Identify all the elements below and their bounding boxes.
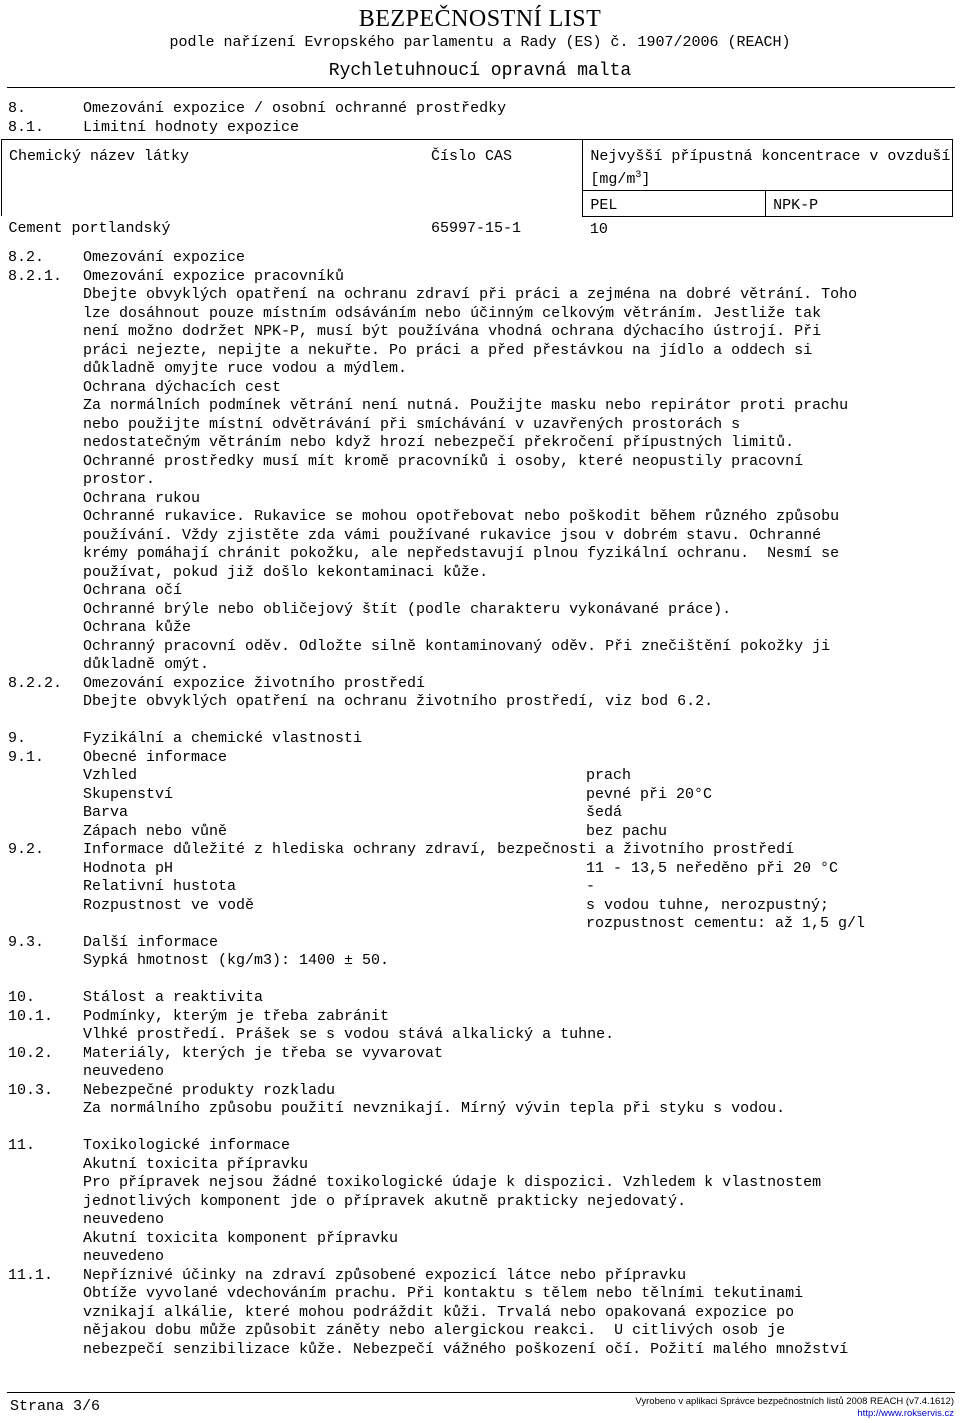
section-title: Toxikologické informace: [83, 1137, 291, 1154]
paragraph-line: není možno dodržet NPK-P, musí být používána vhodná ochrana dýchacího ústrojí. Při: [83, 323, 822, 340]
page-number: Strana 3/6: [10, 1398, 101, 1415]
section-number: 8.2.: [8, 249, 45, 266]
section-8-heading: [8, 100, 953, 119]
subheading-eye-protection: Ochrana očí: [83, 582, 183, 599]
section-11-heading: [8, 1137, 953, 1156]
subheading-acute-toxicity: Akutní toxicita přípravku: [83, 1155, 309, 1173]
property-row: [8, 767, 953, 786]
paragraph-line: Ochranné brýle nebo obličejový štít (podle charakteru vykonávané práce).: [83, 600, 732, 618]
property-row: [8, 786, 953, 805]
cell-chemical-name: Cement portlandský: [8, 220, 171, 237]
property-name: Skupenství: [83, 785, 174, 803]
section-title: Informace důležité z hlediska ochrany zdraví, bezpečnosti a životního prostředí: [83, 841, 795, 858]
section-8-2-heading: [8, 249, 953, 268]
paragraph-line: důkladně omyjte ruce vodou a mýdlem.: [83, 360, 408, 377]
paragraph-line: prostor.: [83, 471, 156, 488]
section-title: Omezování expozice / osobní ochranné prostředky: [83, 100, 507, 117]
paragraph-line: neuvedeno: [83, 1211, 165, 1228]
property-value: prach: [586, 767, 632, 784]
paragraph-line: práci nejezte, nepijte a nekuřte. Po práci a před přestávkou na jídlo a oddech si: [83, 341, 813, 359]
footer-divider: [7, 1392, 955, 1393]
section-10-heading: [8, 989, 953, 1008]
paragraph-line: používání. Vždy zjistěte zda vámi používané rukavice jsou v dobrém stavu. Ochranné: [83, 526, 822, 544]
section-number: 9.2.: [8, 841, 45, 858]
section-title: Limitní hodnoty expozice: [83, 118, 300, 136]
vendor-link[interactable]: http://www.rokservis.cz: [857, 1408, 954, 1419]
section-number: 9.: [8, 730, 27, 747]
document-body: [8, 100, 953, 1359]
property-value: pevné při 20°C: [586, 785, 713, 803]
paragraph-line: Obtíže vyvolané vdechováním prachu. Při kontaktu s tělem nebo tělními tekutinami: [83, 1285, 804, 1302]
section-title: Nepříznivé účinky na zdraví způsobené expozicí látce nebo přípravku: [83, 1266, 687, 1284]
section-number: 11.1.: [8, 1266, 54, 1284]
subheading-skin-protection: Ochrana kůže: [83, 619, 192, 636]
section-number: 8.1.: [8, 118, 45, 136]
property-value: s vodou tuhne, nerozpustný;: [586, 896, 830, 914]
section-9-1-heading: [8, 749, 953, 768]
property-row: [8, 860, 953, 879]
paragraph-line: Dbejte obvyklých opatření na ochranu zdraví při práci a zejména na dobré větrání. Toho: [83, 286, 858, 303]
col-header-chemical-name: Chemický název látky: [2, 140, 425, 217]
property-value: -: [586, 878, 596, 895]
section-number: 10.3.: [8, 1081, 54, 1099]
paragraph-line: nedostatečným větráním nebo když hrozí nebezpečí překročení přípustných limitů.: [83, 434, 795, 451]
property-name: Vzhled: [83, 767, 138, 784]
section-number: 10.: [8, 989, 36, 1006]
section-title: Omezování expozice: [83, 249, 246, 266]
property-name: Zápach nebo vůně: [83, 822, 228, 840]
section-9-heading: [8, 730, 953, 749]
section-title: Stálost a reaktivita: [83, 989, 264, 1006]
paragraph-line: Pro přípravek nejsou žádné toxikologické údaje k dispozici. Vzhledem k vlastnostem: [83, 1174, 822, 1191]
paragraph-line: Ochranný pracovní oděv. Odložte silně kontaminovaný oděv. Při znečištění pokožky ji: [83, 637, 831, 655]
subheading-hand-protection: Ochrana rukou: [83, 489, 201, 507]
paragraph-line: vznikají alkálie, které mohou podráždit kůži. Trvalá nebo opakovaná expozice po: [83, 1303, 795, 1321]
property-row: [8, 823, 953, 842]
col-header-max-concentration: Nejvyšší přípustná koncentrace v ovzduší $[mg/m^3]$: [583, 140, 953, 191]
section-11-1-heading: [8, 1267, 953, 1286]
paragraph-line: nebo použijte místní odvětrávání při smíchávání v uzavřených prostorách s: [83, 415, 741, 433]
header-divider: [7, 87, 955, 88]
section-number: 11.: [8, 1137, 36, 1154]
footer-credits: [635, 1396, 954, 1420]
document-title: BEZPEČNOSTNÍ LIST: [358, 6, 602, 32]
col-header-pel: PEL: [583, 191, 766, 217]
paragraph-line: Dbejte obvyklých opatření na ochranu životního prostředí, viz bod 6.2.: [83, 693, 714, 710]
property-row: [8, 915, 953, 934]
section-number: 10.1.: [8, 1007, 54, 1025]
property-name: Hodnota pH: [83, 859, 174, 877]
section-number: 8.2.1.: [8, 267, 63, 285]
section-number: 9.3.: [8, 933, 45, 951]
section-title: Obecné informace: [83, 748, 228, 766]
section-number: 8.2.2.: [8, 674, 63, 692]
cell-cas: 65997-15-1: [431, 220, 522, 237]
section-9-2-heading: [8, 841, 953, 860]
subheading-breathing-protection: Ochrana dýchacích cest: [83, 378, 282, 396]
col-header-cas: Číslo CAS: [424, 140, 583, 217]
cell-npk: [766, 216, 953, 239]
paragraph-line: používat, pokud již došlo kekontaminaci kůže.: [83, 563, 489, 581]
section-title: Další informace: [83, 933, 219, 951]
paragraph-line: Vlhké prostředí. Prášek se s vodou stává alkalický a tuhne.: [83, 1026, 615, 1043]
property-value: šedá: [586, 804, 623, 821]
document-header: [0, 6, 960, 82]
paragraph-line: Sypká hmotnost (kg/m3): 1400 ± 50.: [83, 952, 390, 969]
property-row: [8, 878, 953, 897]
property-value: bez pachu: [586, 822, 668, 840]
property-name: Relativní hustota: [83, 878, 237, 895]
generator-note: Vyrobeno v aplikaci Správce bezpečnostních listů 2008 REACH (v7.4.1612): [635, 1396, 954, 1407]
paragraph-line: neuvedeno: [83, 1248, 165, 1265]
paragraph-line: Ochranné rukavice. Rukavice se mohou opotřebovat nebo poškodit během různého způsobu: [83, 508, 840, 525]
paragraph-line: nějakou dobu může způsobit záněty nebo alergickou reakci. U citlivých osob je: [83, 1322, 786, 1339]
table-row: [2, 216, 953, 239]
section-8-1-heading: [8, 119, 953, 138]
exposure-limits-table: [1, 139, 953, 239]
section-title: Podmínky, kterým je třeba zabránit: [83, 1007, 390, 1025]
section-number: 9.1.: [8, 748, 45, 766]
section-10-1-heading: [8, 1008, 953, 1027]
section-8-2-2-heading: [8, 675, 953, 694]
section-9-3-heading: [8, 934, 953, 953]
paragraph-line: Ochranné prostředky musí mít kromě pracovníků i osoby, které neopustily pracovní: [83, 452, 804, 470]
property-value: 11 - 13,5 neředěno při 20 °C: [586, 859, 839, 877]
paragraph-line: důkladně omýt.: [83, 656, 210, 673]
section-number: 10.2.: [8, 1044, 54, 1062]
paragraph-line: neuvedeno: [83, 1063, 165, 1080]
section-8-2-1-heading: [8, 268, 953, 287]
section-10-3-heading: [8, 1082, 953, 1101]
paragraph-line: krémy pomáhají chránit pokožku, ale nepředstavují plnou fyzikální ochranu. Nesmí se: [83, 545, 840, 562]
section-10-2-heading: [8, 1045, 953, 1064]
paragraph-line: jednotlivých komponent jde o přípravek akutně prakticky nejedovatý.: [83, 1192, 687, 1210]
property-row: [8, 804, 953, 823]
paragraph-line: nebezpečí senzibilizace kůže. Nebezpečí vážného poškození očí. Požití malého množství: [83, 1340, 849, 1358]
section-title: Materiály, kterých je třeba se vyvarovat: [83, 1044, 444, 1062]
section-title: Nebezpečné produkty rozkladu: [83, 1081, 336, 1099]
subheading-acute-toxicity-components: Akutní toxicita komponent přípravku: [83, 1229, 399, 1247]
paragraph-line: Za normálních podmínek větrání není nutná. Použijte masku nebo repirátor proti prachu: [83, 397, 849, 414]
regulation-subtitle: podle nařízení Evropského parlamentu a Rady (ES) č. 1907/2006 (REACH): [169, 34, 791, 51]
property-name: Rozpustnost ve vodě: [83, 896, 255, 914]
paragraph-line: lze dosáhnout pouze místním odsáváním nebo účinným celkovým větráním. Jestliže tak: [83, 304, 822, 322]
paragraph-line: Za normálního způsobu použití nevznikají. Mírný vývin tepla při styku s vodou.: [83, 1100, 786, 1117]
property-value: rozpustnost cementu: až 1,5 g/l: [586, 915, 866, 932]
property-row: [8, 897, 953, 916]
cell-pel: 10: [589, 220, 608, 238]
product-name: Rychletuhnoucí opravná malta: [328, 61, 632, 81]
section-title: Omezování expozice životního prostředí: [83, 674, 426, 692]
property-name: Barva: [83, 804, 129, 821]
col-header-npk: NPK-P: [766, 191, 953, 217]
section-title: Omezování expozice pracovníků: [83, 267, 345, 285]
section-number: 8.: [8, 100, 27, 117]
section-title: Fyzikální a chemické vlastnosti: [83, 730, 363, 747]
